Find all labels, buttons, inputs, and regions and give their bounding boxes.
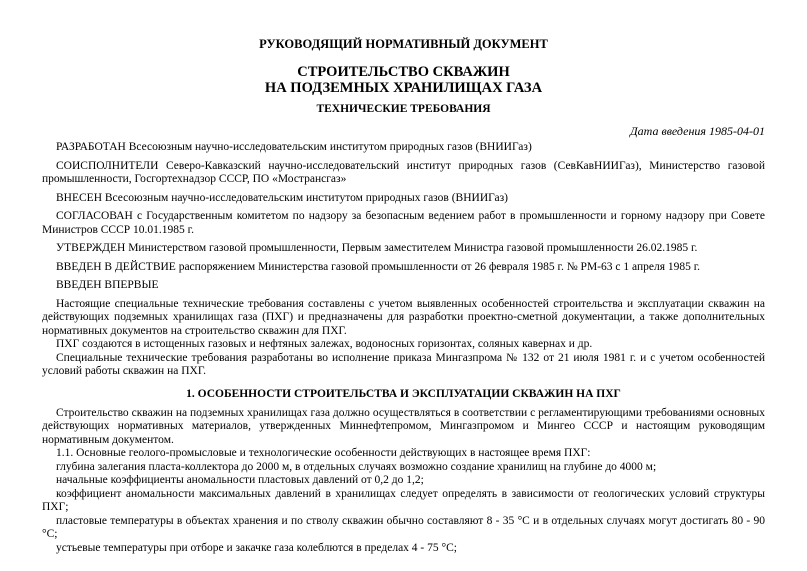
introduced-by-paragraph: ВНЕСЕН Всесоюзным научно-исследовательским институтом природных газов (ВНИИГаз) xyxy=(56,191,508,204)
section-paragraph: пластовые температуры в объектах хранения и по стволу скважин обычно составляют 8 - 35 °С и в отдельных случаях могут достигать 80 - 90 °С; xyxy=(42,514,765,540)
introduction-date: Дата введения 1985-04-01 xyxy=(630,124,765,138)
section-paragraph: 1.1. Основные геолого-промысловые и технологические особенности действующих в настоящее время ПХГ: xyxy=(56,447,591,459)
first-introduced-paragraph: ВВЕДЕН ВПЕРВЫЕ xyxy=(56,279,159,291)
enacted-paragraph: ВВЕДЕН В ДЕЙСТВИЕ распоряжением Министерства газовой промышленности от 26 февраля 1985 г. № РМ-63 с 1 апреля 1985 г. xyxy=(56,260,701,273)
document-type-heading: РУКОВОДЯЩИЙ НОРМАТИВНЫЙ ДОКУМЕНТ xyxy=(259,37,548,51)
section-1-body xyxy=(42,407,765,556)
section-paragraph: глубина залегания пласта-коллектора до 2000 м, в отдельных случаях возможно создание хранилищ на глубине до 4000 м; xyxy=(56,460,657,473)
agreed-paragraph: СОГЛАСОВАН с Государственным комитетом по надзору за безопасным ведением работ в промышленности и горному надзору при Совете Министров СССР 10.01.1985 г. xyxy=(42,210,765,236)
preamble-paragraph: ПХГ создаются в истощенных газовых и нефтяных залежах, водоносных горизонтах, соляных кавернах и др. xyxy=(56,338,593,350)
preamble-paragraph: Настоящие специальные технические требования составлены с учетом выявленных особенностей строительства и эксплуатации скважин на действующих подземных хранилищах газа (ПХГ) и предназначены для разработки проектно-сметной документации, а также дополнительных нормативных документов на строительство скважин для ПХГ. xyxy=(42,297,765,337)
section-paragraph: Строительство скважин на подземных хранилищах газа должно осуществляться в соответствии с регламентирующими требованиями основных действующих нормативных материалов, утвержденных Миннефтепромом, Мингазпромом и Мингео СССР и настоящим руководящим нормативным документом. xyxy=(42,406,765,446)
section-paragraph: начальные коэффициенты аномальности пластовых давлений от 0,2 до 1,2; xyxy=(56,474,424,486)
co-executors-paragraph: СОИСПОЛНИТЕЛИ Северо-Кавказский научно-исследовательский институт природных газов (СевКавНИИГаз), Министерство газовой промышленности, Госгортехнадзор СССР, ПО «Мострансгаз» xyxy=(42,159,765,185)
preamble-paragraph: Специальные технические требования разработаны во исполнение приказа Мингазпрома № 132 от 21 июля 1981 г. и с учетом особенностей условий работы скважин на ПХГ. xyxy=(42,351,765,377)
approved-paragraph: УТВЕРЖДЕН Министерством газовой промышленности, Первым заместителем Министра газовой промышленности 26.02.1985 г. xyxy=(56,242,698,254)
section-paragraph: устьевые температуры при отборе и закачке газа колеблются в пределах 4 - 75 °С; xyxy=(56,541,457,554)
section-1-heading: 1. ОСОБЕННОСТИ СТРОИТЕЛЬСТВА И ЭКСПЛУАТАЦИИ СКВАЖИН НА ПХГ xyxy=(186,387,621,400)
document-subtitle: ТЕХНИЧЕСКИЕ ТРЕБОВАНИЯ xyxy=(316,103,491,115)
preamble xyxy=(42,298,765,379)
document-title-line-2: НА ПОДЗЕМНЫХ ХРАНИЛИЩАХ ГАЗА xyxy=(264,80,543,96)
front-matter xyxy=(42,141,765,293)
section-paragraph: коэффициент аномальности максимальных давлений в хранилищах следует определять в зависимости от геологических условий структуры ПХГ; xyxy=(42,487,765,513)
document-title-line-1: СТРОИТЕЛЬСТВО СКВАЖИН xyxy=(297,64,510,80)
developed-by-paragraph: РАЗРАБОТАН Всесоюзным научно-исследовательским институтом природных газов (ВНИИГаз) xyxy=(56,141,532,153)
